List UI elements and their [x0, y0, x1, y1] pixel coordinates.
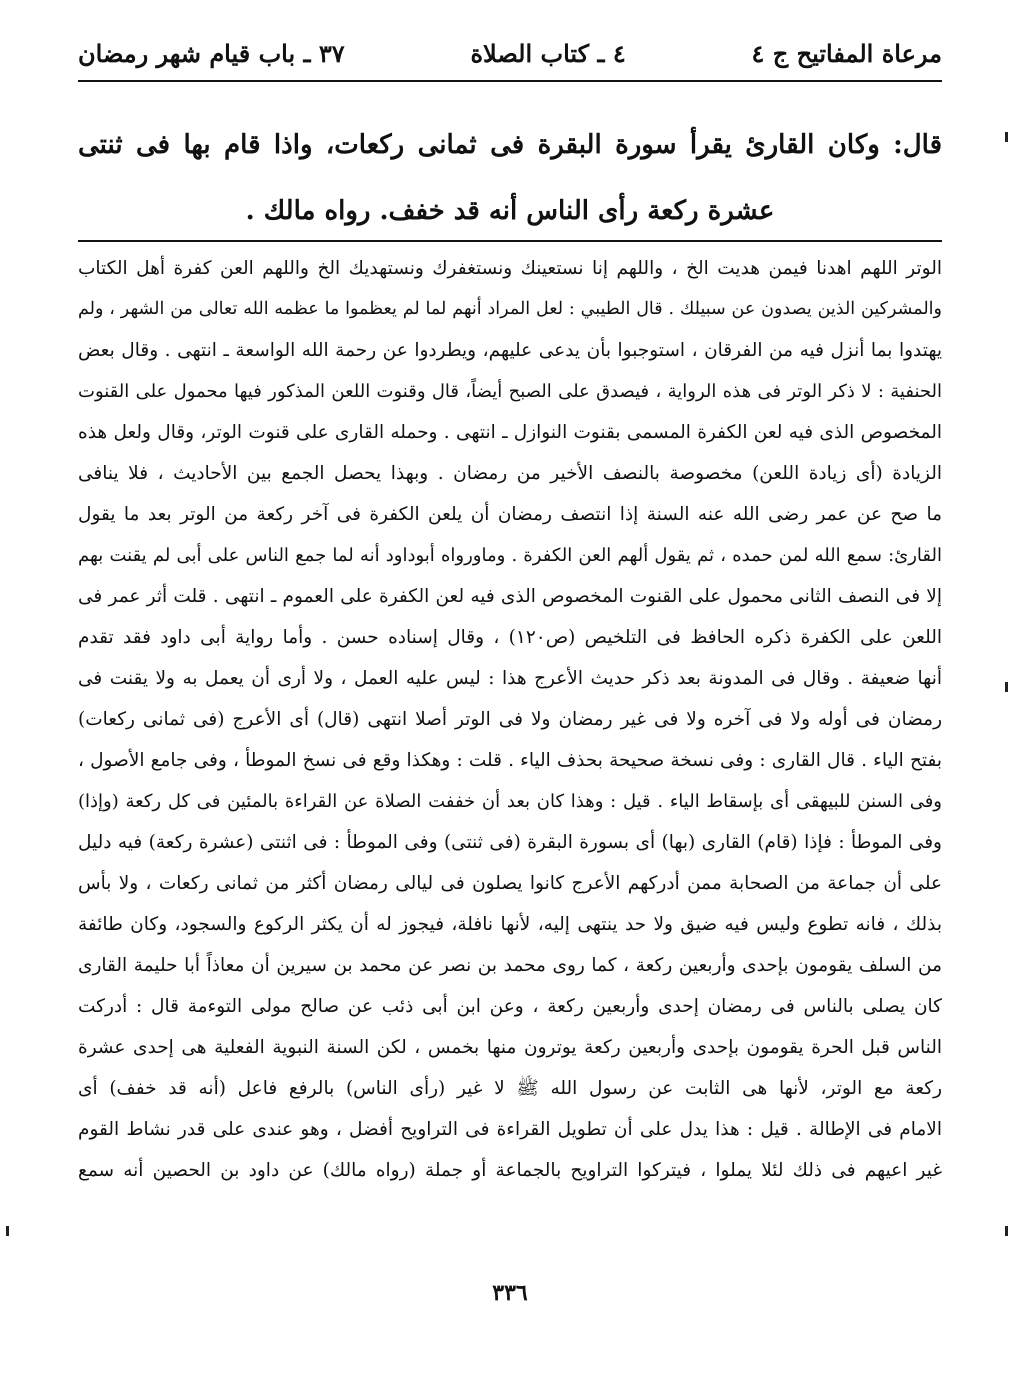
- hadith-text-block: [78, 112, 942, 244]
- commentary-block: [78, 248, 942, 1191]
- commentary-line: أنها ضعيفة . وقال فى المدونة بعد ذكر حديث الأعرج هذا : ليس عليه العمل ، ولا أرى أن يعمل به ولا يقنت فى: [78, 668, 942, 689]
- page-number: ٣٣٦: [492, 1280, 528, 1306]
- section-title: ٣٧ ـ باب قيام شهر رمضان: [78, 38, 345, 68]
- commentary-line: رمضان فى أوله ولا فى آخره ولا فى غير رمضان ولا فى الوتر أصلا انتهى (قال) أى الأعرج (فى ثمانى ركعات): [78, 709, 942, 730]
- commentary-line: من السلف يقومون بإحدى وأربعين ركعة ، كما روى محمد بن نصر عن محمد بن سيرين أن معاذاً أبا حليمة القارى: [78, 955, 942, 976]
- commentary-line: ركعة مع الوتر، لأنها هى الثابت عن رسول الله ﷺ لا غير (رأى الناس) بالرفع فاعل (أنه قد خفف) أى: [78, 1078, 942, 1099]
- commentary-line: الزيادة (أى زيادة اللعن) مخصوصة بالنصف الأخير من رمضان . وبهذا يحصل الجمع بين الأحاديث ، فلا ينافى: [78, 463, 942, 484]
- header-rule: [78, 80, 942, 82]
- commentary-line: يهتدوا بما أنزل فيه من الفرقان ، استوجبوا بأن يدعى عليهم، ويطردوا عن رحمة الله الواسعة ـ انتهى . وقال بعض: [78, 340, 942, 361]
- commentary-line: القارئ: سمع الله لمن حمده ، ثم يقول ألهم العن الكفرة . وماورواه أبوداود أنه لما جمع الناس على أبى لم يقنت بهم: [78, 545, 942, 566]
- commentary-line: على أن جماعة من الصحابة ممن أدركهم الأعرج كانوا يصلون فى ليالى رمضان أكثر من ثمانى ركعات ، ولا بأس: [78, 873, 942, 894]
- commentary-line: كان يصلى بالناس فى رمضان إحدى وأربعين ركعة ، وعن ابن أبى ذئب عن صالح مولى التوءمة قال : أدركت: [78, 996, 942, 1017]
- commentary-line: الحنفية : لا ذكر الوتر فى هذه الرواية ، فيصدق على الصبح أيضاً، قال وقنوت اللعن المذكور فيها محمول على القنوت: [78, 381, 942, 402]
- running-header: [78, 28, 942, 78]
- commentary-line: وفى السنن للبيهقى أى بإسقاط الياء . قيل : وهذا كان بعد أن خففت الصلاة عن القراءة بالمئين فى كل ركعة (وإذا): [78, 791, 942, 812]
- scan-margin-mark: [1005, 682, 1008, 692]
- commentary-line: بفتح الياء . قال القارى : وفى نسخة صحيحة بحذف الياء . قلت : وهكذا وقع فى نسخ الموطأ ، وفى جامع الأصول ،: [78, 750, 942, 771]
- commentary-line: ما صح عن عمر رضى الله عنه السنة إذا انتصف رمضان أن يلعن الكفرة فى آخر ركعة من الوتر بعد ما يقول: [78, 504, 942, 525]
- commentary-line: غير اعيهم فى ذلك لئلا يملوا ، فيتركوا التراويح بالجماعة أو جملة (رواه مالك) عن داود بن الحصين أنه سمع: [78, 1160, 942, 1181]
- hadith-text: قال: وكان القارئ يقرأ سورة البقرة فى ثمانى ركعات، واذا قام بها فى ثنتى عشرة ركعة رأى الناس أنه قد خفف. رواه مالك .: [78, 130, 942, 226]
- scan-margin-mark: [1005, 132, 1008, 142]
- book-title: مرعاة المفاتيح ج ٤: [751, 38, 942, 68]
- commentary-line: الامام فى الإطالة . قيل : هذا يدل على أن تطويل القراءة فى التراويح أفضل ، وهو عندى على قدر نشاط القوم: [78, 1119, 942, 1140]
- section-divider: [78, 240, 942, 242]
- scan-margin-mark: [1005, 1226, 1008, 1236]
- chapter-title: ٤ ـ كتاب الصلاة: [470, 38, 626, 68]
- commentary-line: المخصوص الذى فيه لعن الكفرة المسمى بقنوت النوازل ـ انتهى . وحمله القارى على قنوت الوتر، وقال ولعل هذه: [78, 422, 942, 443]
- commentary-line: وفى الموطأ : فإذا (قام) القارى (بها) أى بسورة البقرة (فى ثنتى) وفى الموطأ : فى اثنتى (عشرة ركعة) فيه دليل: [78, 832, 942, 853]
- scan-margin-mark: [6, 1226, 9, 1236]
- commentary-line: بذلك ، فانه تطوع وليس فيه ضيق ولا حد ينتهى إليه، لأنها نافلة، فيجوز له أن يكثر الركوع والسجود، وكان طائفة: [78, 914, 942, 935]
- commentary-line: الناس قبل الحرة يقومون بإحدى وأربعين ركعة يوترون منها بخمس ، لكن السنة النبوية الفعلية هى إحدى عشرة: [78, 1037, 942, 1058]
- commentary-line: إلا فى النصف الثانى محمول على القنوت المخصوص الذى فيه لعن الكفرة على العموم ـ انتهى . قلت أثر عمر فى: [78, 586, 942, 607]
- commentary-line: اللعن على الكفرة ذكره الحافظ فى التلخيص (ص١٢٠) ، وقال إسناده حسن . وأما رواية أبى داود فقد تقدم: [78, 627, 942, 648]
- commentary-line: والمشركين الذين يصدون عن سبيلك . قال الطيبي : لعل المراد أنهم لما لم يعظموا ما عظمه الله تعالى من الشهر ، ولم: [78, 299, 942, 319]
- commentary-line: الوتر اللهم اهدنا فيمن هديت الخ ، واللهم إنا نستعينك ونستغفرك ونستهديك الخ واللهم العن كفرة أهل الكتاب: [78, 258, 942, 279]
